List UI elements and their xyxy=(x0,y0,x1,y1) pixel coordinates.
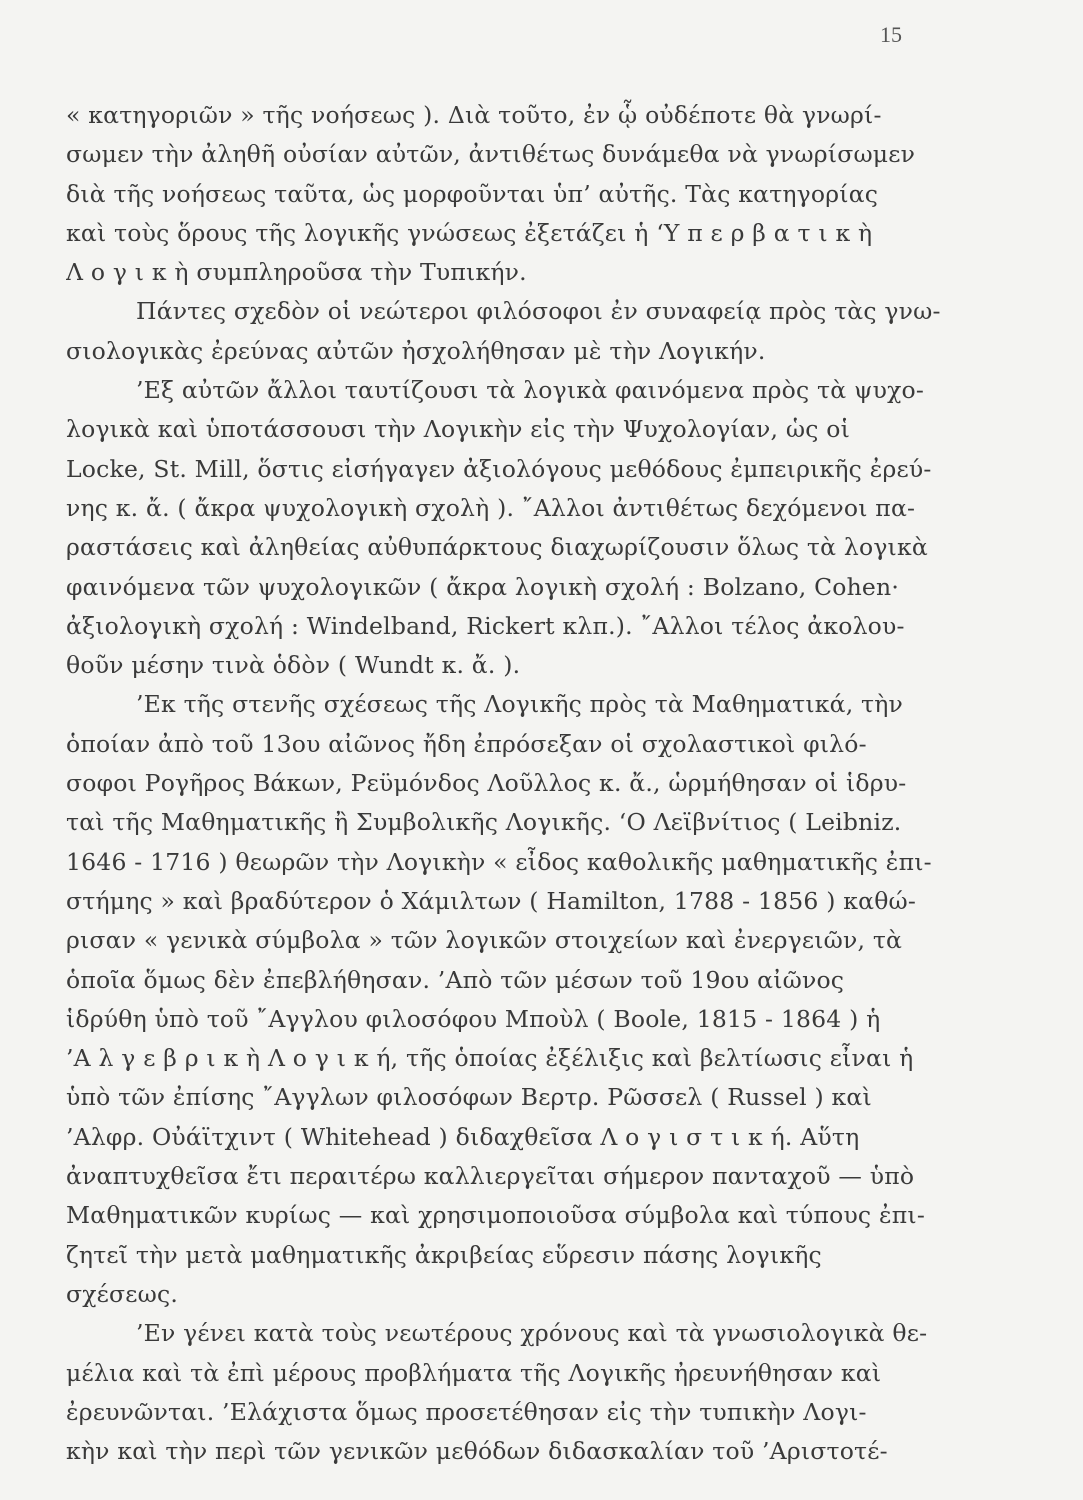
paragraph-first-line: ’Εκ τῆς στενῆς σχέσεως τῆς Λογικῆς πρὸς τὰ Μαθηματικά, τὴν xyxy=(136,690,904,719)
paragraph-first-line: ’Εξ αὐτῶν ἄλλοι ταυτίζουσι τὰ λογικὰ φαινόμενα πρὸς τὰ ψυχο- xyxy=(136,376,925,405)
text-line: λογικὰ καὶ ὑποτάσσουσι τὴν Λογικὴν εἰς τὴν Ψυχολογίαν, ὡς οἱ xyxy=(66,415,850,444)
text-line: ἀξιολογικὴ σχολή : Windelband, Rickert κλπ.). ῎Αλλοι τέλος ἀκολου- xyxy=(66,611,905,640)
text-line: σωμεν τὴν ἀληθῆ οὐσίαν αὐτῶν, ἀντιθέτως δυνάμεθα νὰ γνωρίσωμεν xyxy=(66,140,916,169)
text-line: φαινόμενα τῶν ψυχολογικῶν ( ἄκρα λογικὴ σχολή : Bolzano, Cohen· xyxy=(66,572,900,601)
text-line: Locke, St. Mill, ὅστις εἰσήγαγεν ἀξιολόγους μεθόδους ἐμπειρικῆς ἐρεύ- xyxy=(66,454,932,483)
text-line: ἐρευνῶνται. ’Ελάχιστα ὅμως προσετέθησαν εἰς τὴν τυπικὴν Λογι- xyxy=(66,1397,867,1426)
text-line: « κατηγοριῶν » τῆς νοήσεως ). Διὰ τοῦτο, ἐν ᾧ οὐδέποτε θὰ γνωρί- xyxy=(66,101,882,129)
text-line: Λ ο γ ι κ ὴ συμπληροῦσα τὴν Τυπικήν. xyxy=(66,258,527,287)
body-text xyxy=(66,96,946,1471)
text-line: θοῦν μέσην τινὰ ὁδὸν ( Wundt κ. ἄ. ). xyxy=(66,651,521,680)
text-line: διὰ τῆς νοήσεως ταῦτα, ὡς μορφοῦνται ὑπ’ αὐτῆς. Τὰς κατηγορίας xyxy=(66,179,879,208)
text-line: ρισαν « γενικὰ σύμβολα » τῶν λογικῶν στοιχείων καὶ ἐνεργειῶν, τὰ xyxy=(66,926,903,955)
text-line: κὴν καὶ τὴν περὶ τῶν γενικῶν μεθόδων διδασκαλίαν τοῦ ’Αριστοτέ- xyxy=(66,1437,888,1466)
paragraph-first-line: ’Εν γένει κατὰ τοὺς νεωτέρους χρόνους καὶ τὰ γνωσιολογικὰ θε- xyxy=(136,1319,928,1348)
text-line: ζητεῖ τὴν μετὰ μαθηματικῆς ἀκριβείας εὕρεσιν πάσης λογικῆς xyxy=(66,1240,822,1269)
text-line: ὑπὸ τῶν ἐπίσης ῎Αγγλων φιλοσόφων Βερτρ. Ρῶσσελ ( Russel ) καὶ xyxy=(66,1083,872,1112)
text-line: σιολογικὰς ἐρεύνας αὐτῶν ἠσχολήθησαν μὲ τὴν Λογικήν. xyxy=(66,336,766,365)
text-line: καὶ τοὺς ὅρους τῆς λογικῆς γνώσεως ἐξετάζει ἡ ‘Υ π ε ρ β α τ ι κ ὴ xyxy=(66,218,873,247)
paragraph-first-line: Πάντες σχεδὸν οἱ νεώτεροι φιλόσοφοι ἐν συναφείᾳ πρὸς τὰς γνω- xyxy=(136,297,941,326)
text-line: 1646 - 1716 ) θεωρῶν τὴν Λογικὴν « εἶδος καθολικῆς μαθηματικῆς ἐπι- xyxy=(66,847,932,876)
text-line: σχέσεως. xyxy=(66,1279,179,1308)
text-line: ἀναπτυχθεῖσα ἔτι περαιτέρω καλλιεργεῖται σήμερον πανταχοῦ — ὑπὸ xyxy=(66,1162,915,1191)
page-number: 15 xyxy=(880,22,902,47)
text-line: ταὶ τῆς Μαθηματικῆς ἢ Συμβολικῆς Λογικῆς. ‘Ο Λεϊβνίτιος ( Leibniz. xyxy=(66,808,902,837)
text-line: ’Αλφρ. Οὐάϊτχιντ ( Whitehead ) διδαχθεῖσα Λ ο γ ι σ τ ι κ ή. Αὕτη xyxy=(66,1122,860,1151)
text-line: Μαθηματικῶν κυρίως — καὶ χρησιμοποιοῦσα σύμβολα καὶ τύπους ἐπι- xyxy=(66,1201,925,1230)
text-line: ὁποῖα ὅμως δὲν ἐπεβλήθησαν. ’Απὸ τῶν μέσων τοῦ 19ου αἰῶνος xyxy=(66,965,845,994)
text-line: ’Α λ γ ε β ρ ι κ ὴ Λ ο γ ι κ ή, τῆς ὁποίας ἐξέλιξις καὶ βελτίωσις εἶναι ἡ xyxy=(66,1044,914,1073)
text-line: νης κ. ἄ. ( ἄκρα ψυχολογικὴ σχολὴ ). ῎Αλλοι ἀντιθέτως δεχόμενοι πα- xyxy=(66,493,916,522)
text-line: ραστάσεις καὶ ἀληθείας αὐθυπάρκτους διαχωρίζουσιν ὅλως τὰ λογικὰ xyxy=(66,533,928,562)
text-line: μέλια καὶ τὰ ἐπὶ μέρους προβλήματα τῆς Λογικῆς ἠρευνήθησαν καὶ xyxy=(66,1358,882,1387)
text-line: ὁποίαν ἀπὸ τοῦ 13ου αἰῶνος ἤδη ἐπρόσεξαν οἱ σχολαστικοὶ φιλό- xyxy=(66,729,867,758)
text-line: σοφοι Ρογῆρος Βάκων, Ρεϋμόνδος Λοῦλλος κ. ἄ., ὡρμήθησαν οἱ ἱδρυ- xyxy=(66,769,907,798)
text-line: ἱδρύθη ὑπὸ τοῦ ῎Αγγλου φιλοσόφου Μποὺλ ( Boole, 1815 - 1864 ) ἡ xyxy=(66,1004,881,1033)
text-line: στήμης » καὶ βραδύτερον ὁ Χάμιλτων ( Hamilton, 1788 - 1856 ) καθώ- xyxy=(66,886,917,915)
